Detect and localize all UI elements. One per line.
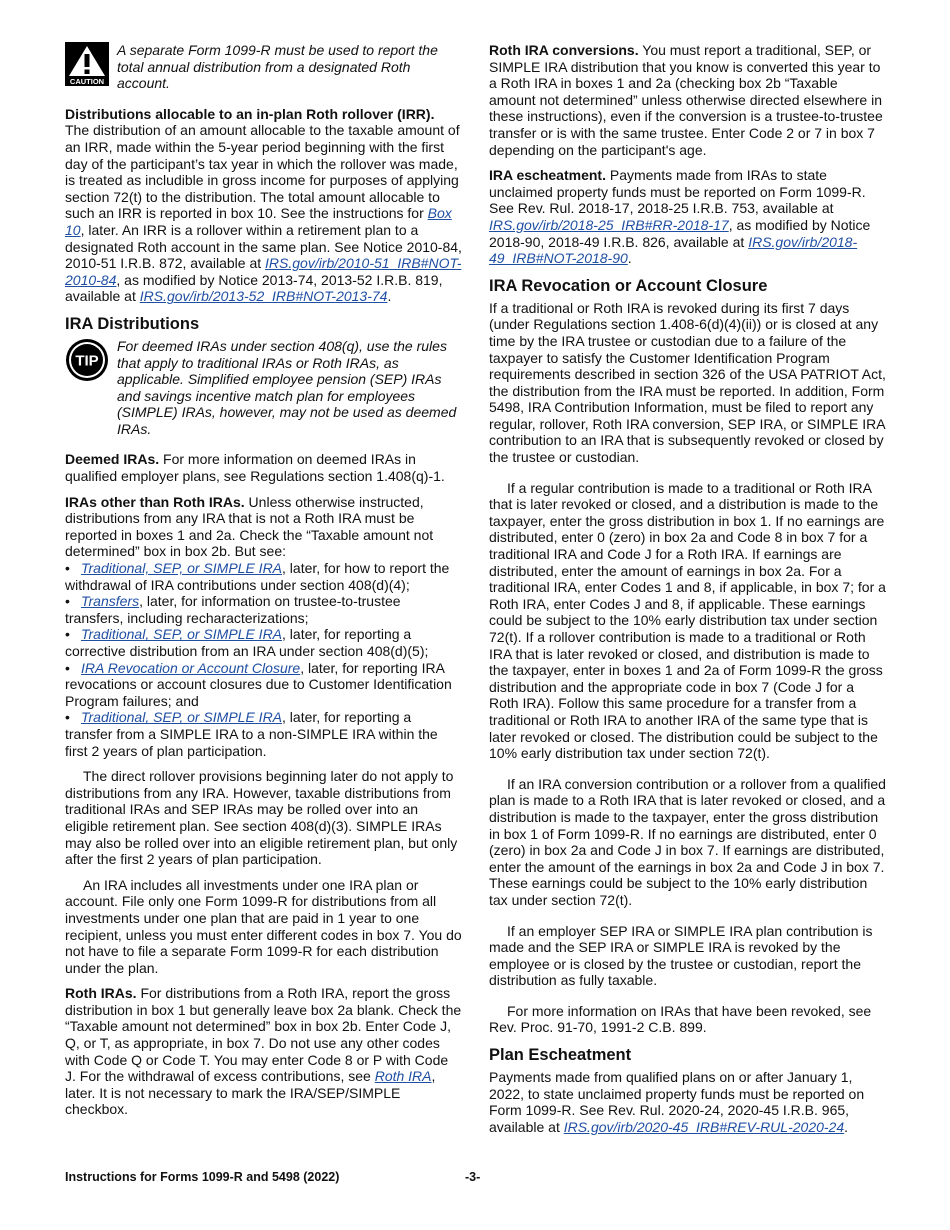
box-10-link[interactable]: Box 10 xyxy=(65,205,452,238)
list-item: • IRA Revocation or Account Closure, later, for reporting IRA revocations or account closures due to Customer Identification Program failures; and xyxy=(65,659,452,709)
irr-paragraph xyxy=(65,106,462,305)
page-footer xyxy=(65,1169,887,1186)
other-text: Unless otherwise instructed, distributions from any IRA that is not a Roth IRA must be reported in boxes 1 and 2a. Check the “Taxable amount not determined” box in box 2b. But see: xyxy=(65,493,434,560)
ira-revocation-link[interactable]: IRA Revocation or Account Closure xyxy=(81,659,301,676)
list-item: • Traditional, SEP, or SIMPLE IRA, later, for how to report the withdrawal of IRA contributions under section 408(d)(4); xyxy=(65,560,450,593)
traditional-sep-simple-link[interactable]: Traditional, SEP, or SIMPLE IRA xyxy=(81,560,283,577)
ira-escheatment-paragraph xyxy=(489,167,886,267)
tip-icon-label: TIP xyxy=(75,352,99,370)
transfers-link[interactable]: Transfers xyxy=(81,593,140,610)
tip-text: For deemed IRAs under section 408(q), use the rules that apply to traditional IRAs or Roth IRAs, as applicable. Simplified employee pension (SEP) IRAs and savings incentive match plan for employees (SIMPLE) IRAs, however, may not be used as deemed IRAs. xyxy=(117,337,457,437)
plan-escheatment-paragraph xyxy=(489,1069,886,1135)
direct-rollover-paragraph: The direct rollover provisions beginning later do not apply to distributions from any IRA. However, taxable distributions from traditional IRAs and SEP IRAs may be rolled over into an eligible retirement plan. See section 408(d)(3). SIMPLE IRAs may also be rolled over into an eligible retirement plan, but only after the first 2 years of plan participation. xyxy=(65,768,458,868)
revocation-paragraph-2: If a regular contribution is made to a traditional or Roth IRA that is later revoked or closed, and a distribution is made to the taxpayer, enter the gross distribution in box 1. If no earnings are distributed, enter 0 (zero) in box 2a and Code 8 in box 7 for a traditional IRA and Code J for a Roth IRA. If earnings are distributed, enter the amount of earnings in box 2a. For a traditional IRA, enter Codes 1 and 8, if applicable, in box 7; for a Roth IRA, enter Codes J and 8, if applicable. These earnings could be subject to the 10% early distribution tax under section 72(t). If a rollover contribution is made to a traditional or Roth IRA that is later revoked or closed, and distribution is made to the taxpayer, enter in boxes 1 and 2a of Form 1099-R the gross distribution and the appropriate code in box 7 (Code J for a Roth IRA). Follow this same procedure for a transfer from a traditional or Roth IRA to another IRA of the same type that is later revoked or closed. The distribution could be subject to the 10% early distribution tax under section 72(t). xyxy=(489,479,886,762)
caution-notice xyxy=(65,42,462,92)
irr-text-2: , later. An IRR is a rollover within a retirement plan to a designated Roth account in the same plan. See Notice 2010-84, 2010-51 I.R.B. 872, available at xyxy=(65,221,462,272)
other-lead: IRAs other than Roth IRAs. xyxy=(65,493,245,510)
conversions-lead: Roth IRA conversions. xyxy=(489,42,639,58)
plan-escheatment-heading: Plan Escheatment xyxy=(489,1046,632,1065)
left-column xyxy=(65,42,462,1127)
other-iras-paragraph xyxy=(65,494,462,560)
bullet-text: , later, for reporting a corrective distribution from an IRA under section 408(d)(5); xyxy=(65,626,429,659)
conversions-text: You must report a traditional, SEP, or SIMPLE IRA distribution that you know is converted this year to a Roth IRA in boxes 1 and 2a (checking box 2b “Taxable amount not determined” unless otherwise directed elsewhere in these instructions), even if the conversion is a trustee-to-trustee transfer or is with the same trustee. Enter Code 2 or 7 in box 7 depending on the participant's age. xyxy=(489,42,883,158)
caution-icon-label: CAUTION xyxy=(69,77,105,86)
irr-text-4: . xyxy=(387,288,392,305)
roth-ira-link[interactable]: Roth IRA xyxy=(374,1068,432,1085)
deemed-text: For more information on deemed IRAs in qualified employer plans, see Regulations section 1.408(q)-1. xyxy=(65,451,445,485)
all-investments-paragraph: An IRA includes all investments under one IRA plan or account. File only one Form 1099-R for distributions from all investments under one plan that are paid in 1 year to one recipient, unless you must enter different codes in box 7. You do not have to file a separate Form 1099-R for each distribution under the plan. xyxy=(65,876,462,976)
list-item: • Traditional, SEP, or SIMPLE IRA, later, for reporting a corrective distribution from an IRA under section 408(d)(5); xyxy=(65,626,429,659)
deemed-lead: Deemed IRAs. xyxy=(65,451,160,468)
irr-lead: Distributions allocable to an in-plan Roth rollover (IRR). xyxy=(65,105,435,122)
irr-text-1: The distribution of an amount allocable to the taxable amount of an IRR, made within the 5-year period beginning with the first day of the participant’s tax year in which the rollover was made, is treated as includible in gross income for purposes of applying section 72(t) to the distribution. The total amount allocable to such an IRR is reported in box 10. See the instructions for xyxy=(65,122,460,222)
bullet-list xyxy=(65,560,462,759)
plan-text-2: . xyxy=(844,1118,849,1135)
list-item: • Transfers, later, for information on trustee-to-trustee transfers, including recharacterizations; xyxy=(65,593,401,626)
notice-2010-84-link[interactable]: IRS.gov/irb/2010-51_IRB#NOT-2010-84 xyxy=(65,255,462,288)
irr-text-3: , as modified by Notice 2013-74, 2013-52 I.R.B. 819, available at xyxy=(65,271,443,305)
footer-title: Instructions for Forms 1099-R and 5498 (2022) xyxy=(65,1170,340,1184)
page-number: -3- xyxy=(465,1170,481,1184)
traditional-sep-simple-link[interactable]: Traditional, SEP, or SIMPLE IRA xyxy=(81,626,283,643)
caution-text: A separate Form 1099-R must be used to report the total annual distribution from a designated Roth account. xyxy=(117,42,438,92)
traditional-sep-simple-link[interactable]: Traditional, SEP, or SIMPLE IRA xyxy=(81,709,283,726)
escheat-text-3: . xyxy=(627,250,632,267)
tip-notice xyxy=(65,338,462,438)
caution-icon xyxy=(65,42,109,92)
tip-icon xyxy=(65,338,109,438)
right-column xyxy=(489,42,886,1144)
revocation-paragraph-4: If an employer SEP IRA or SIMPLE IRA plan contribution is made and the SEP IRA or SIMPLE IRA is revoked by the employee or is closed by the trustee or custodian, report the distribution as fully taxable. xyxy=(489,922,873,989)
roth-conversions-paragraph xyxy=(489,42,886,158)
revocation-paragraph-1: If a traditional or Roth IRA is revoked during its first 7 days (under Regulations section 1.408-6(d)(4)(ii)) or is closed at any time by the IRA trustee or custodian due to a failure of the taxpayer to satisfy the Customer Identification Program requirements described in section 326 of the USA PATRIOT Act, the distribution from the IRA must be reported. In addition, Form 5498, IRA Contribution Information, must be filed to report any regular, rollover, Roth IRA conversion, SEP IRA, or SIMPLE IRA contribution to an IRA that is subsequently revoked or closed by the trustee or custodian. xyxy=(489,299,886,466)
bullet-text: , later, for information on trustee-to-trustee transfers, including recharacterizations; xyxy=(65,593,401,626)
ira-distributions-heading: IRA Distributions xyxy=(65,314,200,333)
roth-text-2: , later. It is not necessary to mark the IRA/SEP/SIMPLE checkbox. xyxy=(65,1068,436,1118)
bullet-text: , later, for how to report the withdrawal of IRA contributions under section 408(d)(4); xyxy=(65,560,450,593)
notice-2013-74-link[interactable]: IRS.gov/irb/2013-52_IRB#NOT-2013-74 xyxy=(139,288,388,305)
notice-2018-90-link[interactable]: IRS.gov/irb/2018-49_IRB#NOT-2018-90 xyxy=(489,233,858,267)
plan-text-1: Payments made from qualified plans on or after January 1, 2022, to state unclaimed property funds must be reported on Form 1099-R. See Rev. Rul. 2020-24, 2020-45 I.R.B. 965, available at xyxy=(489,1069,865,1135)
bullet-text: , later, for reporting a transfer from a SIMPLE IRA to a non-SIMPLE IRA within the first 2 years of plan participation. xyxy=(65,709,438,759)
escheat-text-1: Payments made from IRAs to state unclaimed property funds must be reported on Form 1099-R. See Rev. Rul. 2018-17, 2018-25 I.R.B. 753, available at xyxy=(489,167,866,217)
revocation-paragraph-3: If an IRA conversion contribution or a rollover from a qualified plan is made to a Roth IRA that is later revoked or closed, and a distribution is made to the taxpayer, enter the gross distribution in box 1 of Form 1099-R. If no earnings are distributed, enter 0 (zero) in box 2a and Code J in box 7. If earnings are distributed, enter the amount of the earnings in box 2a and Code J in box 7. These earnings could be subject to the 10% early distribution tax under section 72(t). xyxy=(489,775,886,908)
bullet-text: , later, for reporting IRA revocations or account closures due to Customer Identification Program failures; and xyxy=(65,659,452,709)
rev-rul-2020-24-link[interactable]: IRS.gov/irb/2020-45_IRB#REV-RUL-2020-24 xyxy=(563,1118,845,1135)
roth-iras-paragraph xyxy=(65,985,462,1118)
escheat-lead: IRA escheatment. xyxy=(489,167,606,184)
roth-lead: Roth IRAs. xyxy=(65,985,137,1002)
deemed-iras-paragraph xyxy=(65,451,462,484)
roth-text-1: For distributions from a Roth IRA, report the gross distribution in box 1 but generally leave box 2a blank. Check the “Taxable amount not determined” box in box 2b. Enter Code J, Q, or T, as appropriate, in box 7. Do not use any other codes with Code Q or Code T. You may enter Code 8 or P with Code J. For the withdrawal of excess contributions, see xyxy=(65,985,462,1085)
list-item: • Traditional, SEP, or SIMPLE IRA, later, for reporting a transfer from a SIMPLE IRA to a non-SIMPLE IRA within the first 2 years of plan participation. xyxy=(65,709,438,759)
revocation-paragraph-5: For more information on IRAs that have been revoked, see Rev. Proc. 91-70, 1991-2 C.B. 899. xyxy=(489,1002,872,1036)
rr-2018-17-link[interactable]: IRS.gov/irb/2018-25_IRB#RR-2018-17 xyxy=(489,216,729,233)
escheat-text-2: , as modified by Notice 2018-90, 2018-49 I.R.B. 826, available at xyxy=(489,216,871,250)
ira-revocation-heading: IRA Revocation or Account Closure xyxy=(489,276,768,295)
